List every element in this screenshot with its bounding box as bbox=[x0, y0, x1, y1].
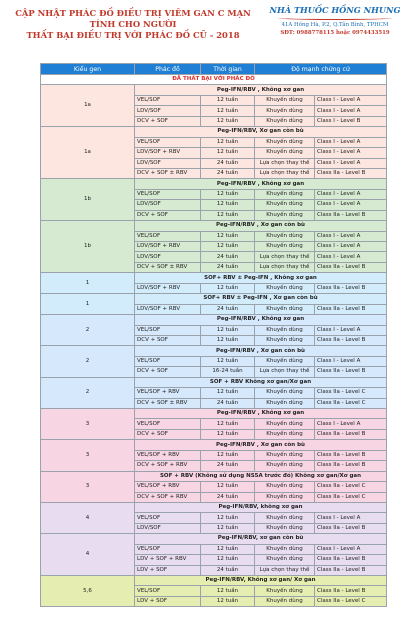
recommendation-cell: Khuyến dùng bbox=[255, 596, 315, 606]
regimen-cell: DCV + SOF + RBV bbox=[135, 492, 201, 502]
recommendation-cell: Khuyến dùng bbox=[255, 189, 315, 199]
group-heading-row bbox=[41, 127, 387, 137]
regimen-cell: VEL/SOF + RBV bbox=[135, 388, 201, 398]
genotype-cell: 1a bbox=[41, 85, 135, 127]
recommendation-cell: Khuyến dùng bbox=[255, 200, 315, 210]
evidence-cell: Class I - Level A bbox=[315, 325, 387, 335]
duration-cell: 12 tuần bbox=[201, 283, 255, 293]
group-heading: Peg-IFN/RBV , Không xơ gan bbox=[135, 179, 387, 189]
recommendation-cell: Khuyến dùng bbox=[255, 356, 315, 366]
recommendation-cell: Khuyến dùng bbox=[255, 482, 315, 492]
evidence-cell: Class IIa - Level C bbox=[315, 398, 387, 408]
evidence-cell: Class I - Level A bbox=[315, 419, 387, 429]
group-heading: SOF+ RBV ± Peg-IFN , Không xơ gan bbox=[135, 273, 387, 283]
pharmacy-brand: NHÀ THUỐC HỒNG NHUNG bbox=[269, 5, 401, 15]
evidence-cell: Class I - Level A bbox=[315, 231, 387, 241]
genotype-cell: 1b bbox=[41, 179, 135, 221]
regimen-cell: DCV + SOF bbox=[135, 210, 201, 220]
group-heading: Peg-IFN/RBV , Xơ gan còn bù bbox=[135, 440, 387, 450]
evidence-cell: Class IIa - Level B bbox=[315, 586, 387, 596]
duration-cell: 12 tuần bbox=[201, 242, 255, 252]
evidence-cell: Class I - Level A bbox=[315, 513, 387, 523]
group-heading-row bbox=[41, 273, 387, 283]
regimen-cell: DCV + SOF + RBV bbox=[135, 461, 201, 471]
recommendation-cell: Khuyến dùng bbox=[255, 586, 315, 596]
evidence-cell: Class IIa - Level C bbox=[315, 596, 387, 606]
regimen-cell: LDV/SOF bbox=[135, 252, 201, 262]
duration-cell: 12 tuần bbox=[201, 419, 255, 429]
group-heading: Peg-IFN/RBV, Không xơ gan/ Xơ gan bbox=[135, 576, 387, 586]
genotype-cell: 3 bbox=[41, 409, 135, 440]
regimen-cell: LDV + SOF bbox=[135, 596, 201, 606]
regimen-cell: LDV/SOF + RBV bbox=[135, 283, 201, 293]
section-heading-row bbox=[41, 75, 387, 85]
duration-cell: 24 tuần bbox=[201, 304, 255, 314]
recommendation-cell: Khuyến dùng bbox=[255, 450, 315, 460]
group-heading-row bbox=[41, 346, 387, 356]
genotype-cell: 2 bbox=[41, 377, 135, 408]
regimen-cell: VEL/SOF bbox=[135, 231, 201, 241]
col-header-duration: Thời gian bbox=[201, 64, 255, 75]
duration-cell: 12 tuần bbox=[201, 137, 255, 147]
group-heading: Peg-IFN/RBV , Không xơ gan bbox=[135, 409, 387, 419]
evidence-cell: Class IIa - Level B bbox=[315, 283, 387, 293]
group-heading: Peg-IFN/RBV, xơ gan còn bù bbox=[135, 534, 387, 544]
group-heading-row bbox=[41, 377, 387, 387]
recommendation-cell: Khuyến dùng bbox=[255, 461, 315, 471]
evidence-cell: Class I - Level A bbox=[315, 158, 387, 168]
table-header-row bbox=[41, 64, 387, 75]
recommendation-cell: Lựa chọn thay thế bbox=[255, 262, 315, 272]
duration-cell: 24 tuần bbox=[201, 262, 255, 272]
recommendation-cell: Lựa chọn thay thế bbox=[255, 168, 315, 178]
evidence-cell: Class I - Level A bbox=[315, 242, 387, 252]
duration-cell: 12 tuần bbox=[201, 189, 255, 199]
genotype-cell: 3 bbox=[41, 440, 135, 471]
duration-cell: 12 tuần bbox=[201, 388, 255, 398]
regimen-cell: LDV + SOF bbox=[135, 565, 201, 575]
group-heading: Peg-IFN/RBV , Không xơ gan bbox=[135, 85, 387, 95]
genotype-cell: 1 bbox=[41, 294, 135, 315]
evidence-cell: Class I - Level B bbox=[315, 116, 387, 126]
recommendation-cell: Lựa chọn thay thế bbox=[255, 565, 315, 575]
regimen-cell: LDV/SOF bbox=[135, 200, 201, 210]
evidence-cell: Class IIa - Level B bbox=[315, 304, 387, 314]
genotype-cell: 3 bbox=[41, 471, 135, 502]
evidence-cell: Class I - Level A bbox=[315, 544, 387, 554]
duration-cell: 12 tuần bbox=[201, 555, 255, 565]
duration-cell: 24 tuần bbox=[201, 398, 255, 408]
recommendation-cell: Khuyến dùng bbox=[255, 429, 315, 439]
col-header-regimen: Phác đồ bbox=[135, 64, 201, 75]
treatment-table bbox=[40, 63, 387, 607]
evidence-cell: Class IIa - Level B bbox=[315, 367, 387, 377]
evidence-cell: Class IIa - Level B bbox=[315, 210, 387, 220]
regimen-cell: DCV + SOF bbox=[135, 116, 201, 126]
genotype-cell: 2 bbox=[41, 346, 135, 377]
regimen-cell: VEL/SOF bbox=[135, 544, 201, 554]
document-header bbox=[0, 0, 404, 56]
pharmacy-block bbox=[268, 5, 402, 37]
duration-cell: 24 tuần bbox=[201, 565, 255, 575]
group-heading-row bbox=[41, 179, 387, 189]
title-line-1: CẬP NHẬT PHÁC ĐỒ ĐIỀU TRỊ VIÊM GAN C MẠN TÍNH CHO NGƯỜI bbox=[15, 8, 251, 29]
recommendation-cell: Khuyến dùng bbox=[255, 555, 315, 565]
pharmacy-address: 41A Hồng Hà, P.2, Q.Tân Bình, TPHCM bbox=[281, 22, 389, 28]
recommendation-cell: Khuyến dùng bbox=[255, 283, 315, 293]
regimen-cell: VEL/SOF bbox=[135, 419, 201, 429]
duration-cell: 12 tuần bbox=[201, 210, 255, 220]
pharmacy-phone: SĐT: 0988778115 hoặc 0974433519 bbox=[280, 30, 390, 36]
evidence-cell: Class I - Level A bbox=[315, 189, 387, 199]
regimen-cell: DCV + SOF ± RBV bbox=[135, 398, 201, 408]
evidence-cell: Class I - Level A bbox=[315, 106, 387, 116]
regimen-cell: LDV/SOF bbox=[135, 523, 201, 533]
group-heading-row bbox=[41, 440, 387, 450]
group-heading-row bbox=[41, 409, 387, 419]
regimen-cell: VEL/SOF bbox=[135, 356, 201, 366]
group-heading: Peg-IFN/RBV , Xơ gan còn bù bbox=[135, 346, 387, 356]
evidence-cell: Class IIa - Level C bbox=[315, 492, 387, 502]
recommendation-cell: Khuyến dùng bbox=[255, 106, 315, 116]
duration-cell: 24 tuần bbox=[201, 252, 255, 262]
group-heading: SOF + RBV (Không sử dụng NS5A trước đó) Không xơ gan/Xơ gan bbox=[135, 471, 387, 481]
regimen-cell: LDV/SOF bbox=[135, 106, 201, 116]
regimen-cell: LDV/SOF bbox=[135, 158, 201, 168]
regimen-cell: LDV + SOF + RBV bbox=[135, 555, 201, 565]
regimen-cell: VEL/SOF bbox=[135, 513, 201, 523]
recommendation-cell: Lựa chọn thay thế bbox=[255, 367, 315, 377]
duration-cell: 12 tuần bbox=[201, 450, 255, 460]
genotype-cell: 4 bbox=[41, 534, 135, 576]
duration-cell: 12 tuần bbox=[201, 523, 255, 533]
evidence-cell: Class IIa - Level B bbox=[315, 168, 387, 178]
regimen-cell: LDV/SOF + RBV bbox=[135, 304, 201, 314]
duration-cell: 12 tuần bbox=[201, 544, 255, 554]
recommendation-cell: Khuyến dùng bbox=[255, 95, 315, 105]
evidence-cell: Class IIa - Level C bbox=[315, 482, 387, 492]
duration-cell: 12 tuần bbox=[201, 482, 255, 492]
regimen-cell: DCV + SOF bbox=[135, 429, 201, 439]
recommendation-cell: Khuyến dùng bbox=[255, 388, 315, 398]
group-heading-row bbox=[41, 471, 387, 481]
regimen-cell: DCV + SOF bbox=[135, 367, 201, 377]
regimen-cell: DCV + SOF bbox=[135, 335, 201, 345]
evidence-cell: Class I - Level A bbox=[315, 200, 387, 210]
regimen-cell: LDV/SOF + RBV bbox=[135, 148, 201, 158]
duration-cell: 24 tuần bbox=[201, 168, 255, 178]
recommendation-cell: Khuyến dùng bbox=[255, 544, 315, 554]
recommendation-cell: Khuyến dùng bbox=[255, 419, 315, 429]
group-heading: Peg-IFN/RBV , Xơ gan còn bù bbox=[135, 221, 387, 231]
evidence-cell: Class IIa - Level B bbox=[315, 523, 387, 533]
regimen-cell: VEL/SOF bbox=[135, 137, 201, 147]
evidence-cell: Class IIa - Level B bbox=[315, 429, 387, 439]
group-heading-row bbox=[41, 85, 387, 95]
regimen-cell: VEL/SOF bbox=[135, 189, 201, 199]
regimen-cell: VEL/SOF bbox=[135, 325, 201, 335]
evidence-cell: Class I - Level A bbox=[315, 252, 387, 262]
duration-cell: 12 tuần bbox=[201, 116, 255, 126]
recommendation-cell: Lựa chọn thay thế bbox=[255, 252, 315, 262]
group-heading-row bbox=[41, 315, 387, 325]
recommendation-cell: Khuyến dùng bbox=[255, 325, 315, 335]
section-heading: ĐÃ THẤT BẠI VỚI PHÁC ĐỒ bbox=[41, 75, 387, 85]
regimen-cell: VEL/SOF bbox=[135, 95, 201, 105]
genotype-cell: 4 bbox=[41, 502, 135, 533]
group-heading-row bbox=[41, 534, 387, 544]
col-header-genotype: Kiểu gen bbox=[41, 64, 135, 75]
duration-cell: 12 tuần bbox=[201, 586, 255, 596]
genotype-cell: 1b bbox=[41, 221, 135, 273]
title-line-2: THẤT BẠI ĐIỀU TRỊ VỚI PHÁC ĐỒ CŨ - 2018 bbox=[26, 30, 240, 40]
recommendation-cell: Lựa chọn thay thế bbox=[255, 158, 315, 168]
duration-cell: 12 tuần bbox=[201, 231, 255, 241]
genotype-cell: 2 bbox=[41, 315, 135, 346]
evidence-cell: Class IIa - Level B bbox=[315, 565, 387, 575]
group-heading: Peg-IFN/RBV, không xơ gan bbox=[135, 502, 387, 512]
group-heading-row bbox=[41, 576, 387, 586]
duration-cell: 12 tuần bbox=[201, 95, 255, 105]
duration-cell: 12 tuần bbox=[201, 106, 255, 116]
group-heading: Peg-IFN/RBV , Không xơ gan bbox=[135, 315, 387, 325]
table-body bbox=[41, 75, 387, 607]
recommendation-cell: Khuyến dùng bbox=[255, 231, 315, 241]
duration-cell: 24 tuần bbox=[201, 158, 255, 168]
duration-cell: 12 tuần bbox=[201, 335, 255, 345]
recommendation-cell: Khuyến dùng bbox=[255, 513, 315, 523]
recommendation-cell: Khuyến dùng bbox=[255, 137, 315, 147]
group-heading: SOF+ RBV ± Peg-IFN , Xơ gan còn bù bbox=[135, 294, 387, 304]
regimen-cell: DCV + SOF ± RBV bbox=[135, 168, 201, 178]
recommendation-cell: Khuyến dùng bbox=[255, 523, 315, 533]
brand-swash-divider bbox=[278, 16, 392, 20]
evidence-cell: Class IIa - Level B bbox=[315, 450, 387, 460]
group-heading-row bbox=[41, 294, 387, 304]
duration-cell: 12 tuần bbox=[201, 513, 255, 523]
evidence-cell: Class IIa - Level C bbox=[315, 388, 387, 398]
evidence-cell: Class IIa - Level B bbox=[315, 335, 387, 345]
recommendation-cell: Khuyến dùng bbox=[255, 398, 315, 408]
group-heading: Peg-IFN/RBV, Xơ gan còn bù bbox=[135, 127, 387, 137]
recommendation-cell: Khuyến dùng bbox=[255, 492, 315, 502]
genotype-cell: 1 bbox=[41, 273, 135, 294]
document-title bbox=[2, 8, 264, 41]
recommendation-cell: Khuyến dùng bbox=[255, 304, 315, 314]
recommendation-cell: Khuyến dùng bbox=[255, 116, 315, 126]
regimen-cell: VEL/SOF + RBV bbox=[135, 450, 201, 460]
genotype-cell: 1a bbox=[41, 127, 135, 179]
duration-cell: 12 tuần bbox=[201, 148, 255, 158]
duration-cell: 12 tuần bbox=[201, 200, 255, 210]
group-heading-row bbox=[41, 502, 387, 512]
regimen-cell: DCV + SOF ± RBV bbox=[135, 262, 201, 272]
evidence-cell: Class I - Level A bbox=[315, 95, 387, 105]
evidence-cell: Class I - Level A bbox=[315, 137, 387, 147]
recommendation-cell: Khuyến dùng bbox=[255, 210, 315, 220]
duration-cell: 24 tuần bbox=[201, 461, 255, 471]
duration-cell: 16-24 tuần bbox=[201, 367, 255, 377]
col-header-evidence: Độ mạnh chứng cứ bbox=[255, 64, 387, 75]
evidence-cell: Class IIa - Level B bbox=[315, 555, 387, 565]
evidence-cell: Class I - Level A bbox=[315, 148, 387, 158]
duration-cell: 12 tuần bbox=[201, 325, 255, 335]
group-heading: SOF + RBV Không xơ gan/Xơ gan bbox=[135, 377, 387, 387]
genotype-cell: 5,6 bbox=[41, 576, 135, 607]
duration-cell: 12 tuần bbox=[201, 596, 255, 606]
recommendation-cell: Khuyến dùng bbox=[255, 148, 315, 158]
evidence-cell: Class IIa - Level B bbox=[315, 461, 387, 471]
regimen-cell: VEL/SOF bbox=[135, 586, 201, 596]
evidence-cell: Class IIa - Level B bbox=[315, 262, 387, 272]
group-heading-row bbox=[41, 221, 387, 231]
evidence-cell: Class I - Level A bbox=[315, 356, 387, 366]
regimen-cell: LDV/SOF + RBV bbox=[135, 242, 201, 252]
recommendation-cell: Khuyến dùng bbox=[255, 335, 315, 345]
regimen-cell: VEL/SOF + RBV bbox=[135, 482, 201, 492]
duration-cell: 24 tuần bbox=[201, 492, 255, 502]
recommendation-cell: Khuyến dùng bbox=[255, 242, 315, 252]
duration-cell: 12 tuần bbox=[201, 429, 255, 439]
duration-cell: 12 tuần bbox=[201, 356, 255, 366]
